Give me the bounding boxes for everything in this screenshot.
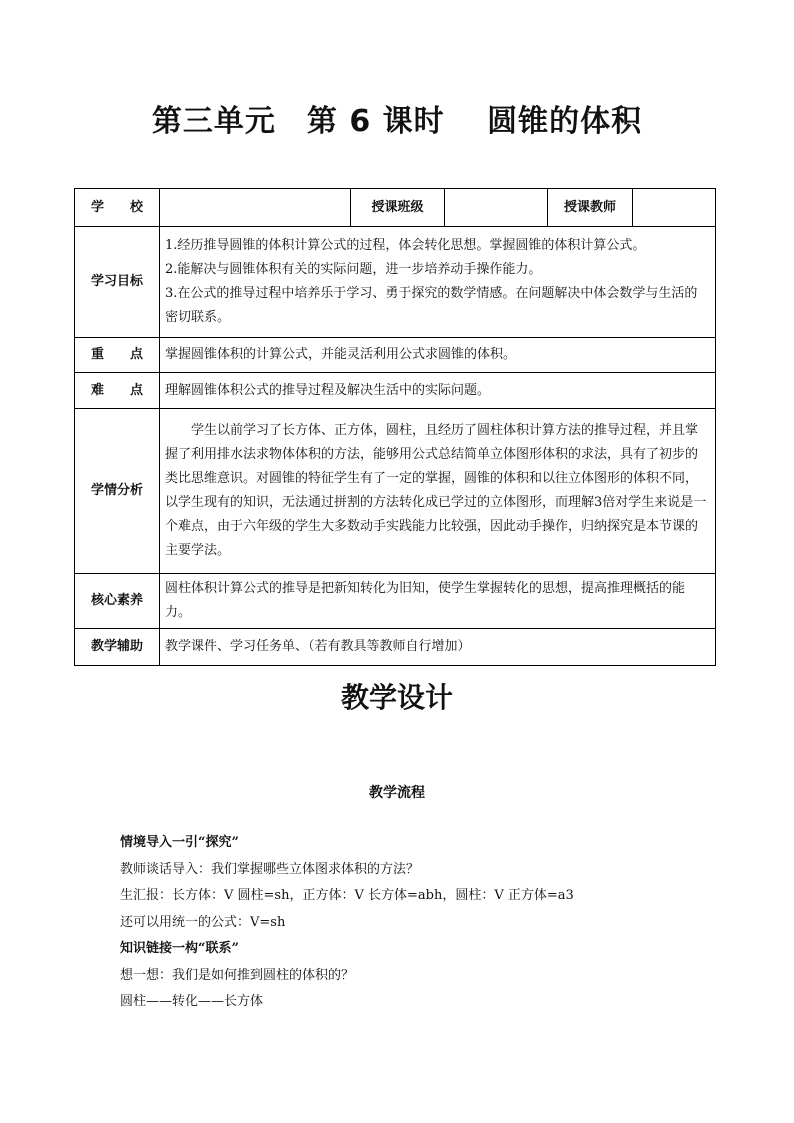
body-line: 还可以用统一的公式：V=sh: [120, 914, 286, 930]
design-title: 教学设计: [340, 681, 453, 714]
body-line: 生汇报：长方体：V 圆柱=sh，正方体：V 长方体=abh，圆柱：V 正方体=a3: [120, 888, 574, 903]
core-text: 圆柱体积计算公式的推导是把新知转化为旧知，使学生掌握转化的思想，提高推理概括的能力。: [160, 574, 716, 629]
aids-text: 教学课件、学习任务单、（若有教具等教师自行增加）: [160, 629, 716, 666]
table-row-core: [75, 574, 716, 629]
class-label: 授课班级: [351, 189, 445, 227]
difficulty-text: 理解圆锥体积公式的推导过程及解决生活中的实际问题。: [160, 373, 716, 409]
teacher-label: 授课教师: [548, 189, 633, 227]
flow-heading: 教学流程: [369, 785, 425, 801]
aids-label: 教学辅助: [75, 629, 160, 666]
lesson-body: [120, 830, 740, 1016]
table-row-key-point: [75, 338, 716, 373]
body-line: 想一想：我们是如何推到圆柱的体积的？: [120, 967, 355, 983]
core-label: 核心素养: [75, 574, 160, 629]
page-title: 第三单元 第 6 课时 圆锥的体积: [151, 104, 643, 139]
analysis-cell: [160, 409, 716, 574]
body-line: 教师谈话导入：我们掌握哪些立体图求体积的方法？: [120, 861, 420, 877]
table-row-aids: [75, 629, 716, 666]
objectives-content: [160, 227, 716, 338]
school-value[interactable]: [160, 189, 351, 227]
lesson-info-table: [74, 188, 716, 666]
table-row-analysis: [75, 409, 716, 574]
key-point-text: 掌握圆锥体积的计算公式，并能灵活利用公式求圆锥的体积。: [160, 338, 716, 373]
body-line: 圆柱——转化——长方体: [120, 994, 264, 1009]
key-point-label: 重 点: [75, 338, 160, 373]
teacher-value[interactable]: [633, 189, 716, 227]
difficulty-label: 难 点: [75, 373, 160, 409]
objective-item: 2.能解决与圆锥体积有关的实际问题，进一步培养动手操作能力。: [165, 262, 542, 277]
table-row-school: [75, 189, 716, 227]
objective-item: 1.经历推导圆锥的体积计算公式的过程，体会转化思想。掌握圆锥的体积计算公式。: [165, 238, 646, 253]
table-row-difficulty: [75, 373, 716, 409]
body-line: 知识链接一构“联系”: [120, 941, 239, 956]
analysis-text: 学生以前学习了长方体、正方体，圆柱，且经历了圆柱体积计算方法的推导过程，并且掌握了利用排水法求物体体积的方法，能够用公式总结简单立体图形体积的求法，具有了初步的类比思维意识。对圆锥的特征学生有了一定的掌握，圆锥的体积和以往立体图形的体积不同，以学生现有的知识，无法通过拼割的方法转化成已学过的立体图形，而理解3倍对学生来说是一个难点，由于六年级的学生大多数动手实践能力比较强，因此动手操作，归纳探究是本节课的主要学法。: [165, 423, 707, 558]
objectives-label: 学习目标: [75, 227, 160, 338]
analysis-label: 学情分析: [75, 409, 160, 574]
school-label: 学 校: [75, 189, 160, 227]
body-line: 情境导入一引“探究”: [120, 835, 239, 850]
table-row-objectives: [75, 227, 716, 338]
class-value[interactable]: [445, 189, 548, 227]
objective-item: 3.在公式的推导过程中培养乐于学习、勇于探究的数学情感。在问题解决中体会数学与生活的密切联系。: [165, 286, 698, 325]
